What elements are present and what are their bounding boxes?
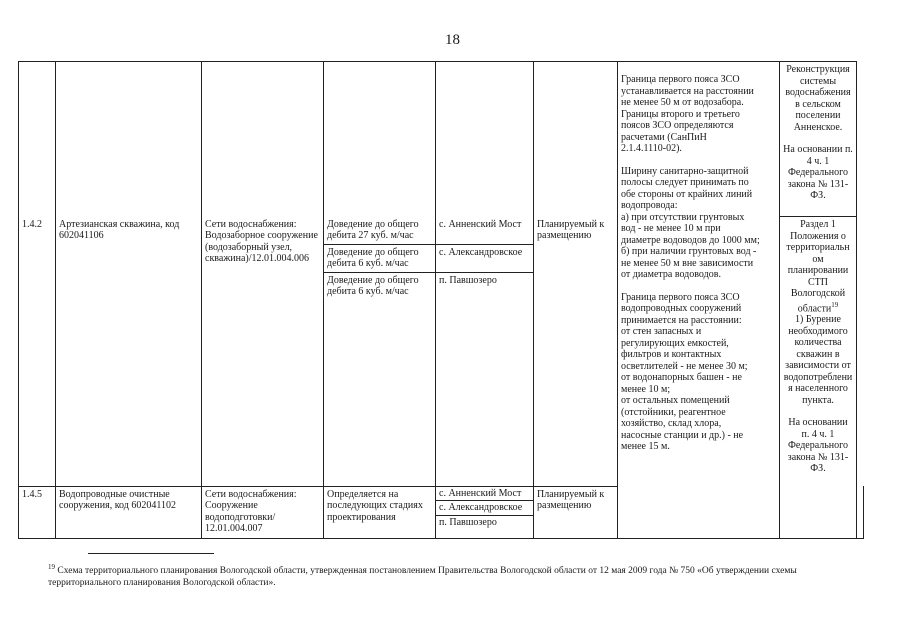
object-locations bbox=[436, 486, 534, 538]
object-status: Планируемый к размещению bbox=[534, 486, 618, 538]
object-parameter: Доведение до общего дебита 27 куб. м/час bbox=[324, 217, 436, 245]
zso-paragraph-3: Граница первого пояса ЗСО водопроводных сооружений принимается на расстоянии: от стен запасных и регулирующих емкостей, фильтров и контактных осветлителей - не менее 30 м; от водонапорных башен - не менее 10 м; от остальных помещений (отстойники, реагентное хозяйство, склад хлора, насосные станции и др.) - не менее 15 м. bbox=[621, 291, 748, 452]
object-name: Артезианская скважина, код 602041106 bbox=[56, 217, 202, 487]
footnote-number: 19 bbox=[48, 563, 55, 571]
object-location: с. Анненский Мост bbox=[436, 217, 534, 245]
object-type: Сети водоснабжения: Сооружение водоподготовки/ 12.01.004.007 bbox=[202, 486, 324, 538]
footnote-text: Схема территориального планирования Вологодской области, утвержденная постановлением Правительства Вологодской области от 12 мая 2009 года № 750 «Об утверждении схемы территориального планирования Вологодской области». bbox=[48, 566, 797, 589]
basis-cell-bottom: Раздел 1 Положения о территориальн ом планировании СТП Вологодской области$^{19}$ 1) Бурение необходимого количества скважин в зависимости от водопотреблени я населенного пункта. На основании п. 4 ч. 1 Федерального закона № 131- ФЗ. bbox=[780, 217, 857, 539]
object-parameter: Определяется на последующих стадиях проектирования bbox=[324, 486, 436, 538]
object-parameter: Доведение до общего дебита 6 куб. м/час bbox=[324, 244, 436, 272]
footnote-separator bbox=[88, 553, 214, 554]
zso-paragraph-2: Ширину санитарно-защитной полосы следует принимать по обе стороны от крайних линий водопровода: а) при отсутствии грунтовых вод - не менее 10 м при диаметре водоводов до 1000 мм; б) при наличии грунтовых вод - не менее 50 м вне зависимости от диаметра водоводов. bbox=[621, 165, 760, 280]
row-number: 1.4.5 bbox=[19, 486, 56, 538]
object-location: п. Павшозеро bbox=[436, 272, 534, 486]
object-location: с. Александровское bbox=[436, 244, 534, 272]
object-type: Сети водоснабжения: Водозаборное сооружение (водозаборный узел, скважина)/12.01.004.006 bbox=[202, 217, 324, 487]
object-location: с. Анненский Мост bbox=[436, 487, 533, 502]
zso-requirements-cell bbox=[618, 62, 780, 539]
row-number: 1.4.2 bbox=[19, 217, 56, 487]
object-location: п. Павшозеро bbox=[439, 516, 497, 528]
page-number: 18 bbox=[445, 32, 460, 48]
object-parameter: Доведение до общего дебита 6 куб. м/час bbox=[324, 272, 436, 486]
table-row-continuation bbox=[19, 62, 864, 217]
object-name: Водопроводные очистные сооружения, код 602041102 bbox=[56, 486, 202, 538]
object-location: с. Александровское bbox=[436, 501, 533, 516]
zso-paragraph-1: Граница первого пояса ЗСО устанавливается на расстоянии не менее 50 м от водозабора. Границы второго и третьего поясов ЗСО определяются расчетами (СанПиН 2.1.4.1110-02). bbox=[621, 74, 754, 154]
footnote bbox=[48, 561, 860, 589]
object-status: Планируемый к размещению bbox=[534, 217, 618, 487]
basis-cell-top: Реконструкция системы водоснабжения в сельском поселении Анненское. На основании п. 4 ч. 1 Федерального закона № 131- ФЗ. bbox=[780, 62, 857, 217]
planning-table bbox=[18, 61, 864, 539]
footnote-ref: 19 bbox=[831, 300, 839, 309]
